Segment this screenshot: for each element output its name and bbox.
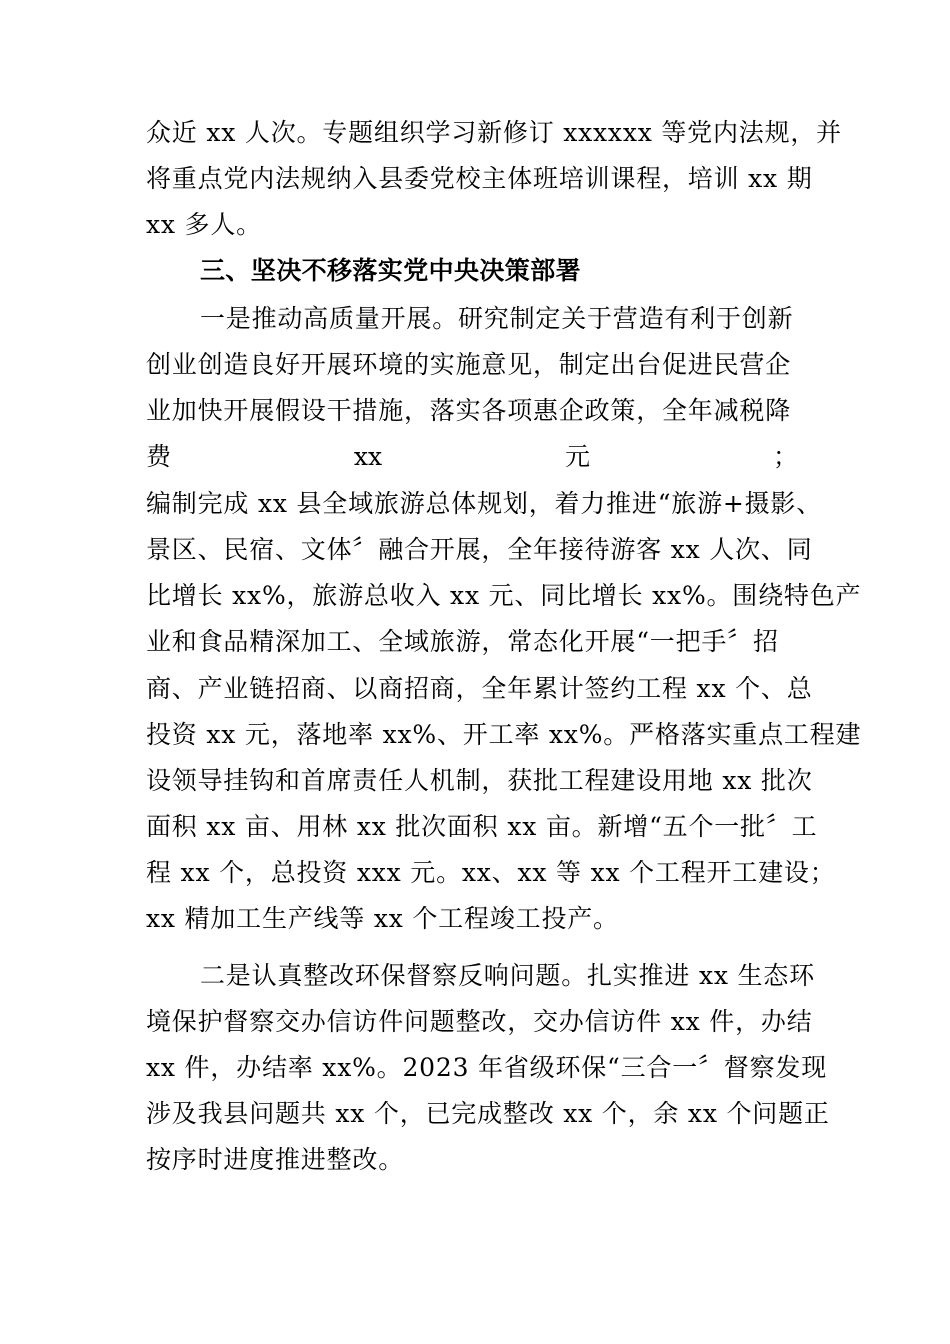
text-line: 一是推动高质量开展。研究制定关于营造有利于创新 (200, 304, 794, 333)
text-line: 业加快开展假设干措施，落实各项惠企政策，全年减税降 (146, 396, 792, 425)
text-line: 众近 xx 人次。专题组织学习新修订 xxxxxx 等党内法规，并 (146, 118, 842, 147)
section-heading: 三、坚决不移落实党中央决策部署 (200, 256, 582, 285)
text-line: 设领导挂钩和首席责任人机制，获批工程建设用地 xx 批次 (146, 766, 813, 795)
text-line: 商、产业链招商、以商招商，全年累计签约工程 xx 个、总 (146, 674, 813, 703)
text-line: 涉及我县问题共 xx 个，已完成整改 xx 个，余 xx 个问题正 (146, 1099, 830, 1128)
text-line: 比增长 xx%，旅游总收入 xx 元、同比增长 xx%。围绕特色产 (146, 581, 862, 610)
text-line: xx 精加工生产线等 xx 个工程竣工投产。 (146, 904, 619, 933)
text-line: 将重点党内法规纳入县委党校主体班培训课程，培训 xx 期 (146, 164, 813, 193)
text-line: 程 xx 个，总投资 xxx 元。xx、xx 等 xx 个工程开工建设； (146, 858, 836, 887)
text-line: xx 多人。 (146, 210, 262, 239)
text-line: 创业创造良好开展环境的实施意见，制定出台促进民营企 (146, 350, 792, 379)
text-token: 元 (565, 442, 591, 471)
text-token: ； (772, 442, 798, 471)
text-token: xx (353, 442, 383, 471)
text-line: 境保护督察交办信访件问题整改，交办信访件 xx 件，办结 (146, 1007, 813, 1036)
text-line: 景区、民宿、文体〞融合开展，全年接待游客 xx 人次、同 (146, 535, 813, 564)
text-line: 投资 xx 元，落地率 xx%、开工率 xx%。严格落实重点工程建 (146, 720, 862, 749)
text-line: xx 件，办结率 xx%。2023 年省级环保“三合一〞督察发现 (146, 1053, 827, 1082)
text-line: 二是认真整改环保督察反响问题。扎实推进 xx 生态环 (200, 961, 815, 990)
text-token: 费 (146, 442, 172, 471)
text-line: 面积 xx 亩、用林 xx 批次面积 xx 亩。新增“五个一批〞工 (146, 812, 818, 841)
text-line: 编制完成 xx 县全域旅游总体规划，着力推进“旅游+摄影、 (146, 489, 823, 518)
justified-text-line (146, 442, 798, 472)
text-line: 按序时进度推进整改。 (146, 1145, 405, 1174)
text-line: 业和食品精深加工、全域旅游，常态化开展“一把手〞招 (146, 627, 779, 656)
